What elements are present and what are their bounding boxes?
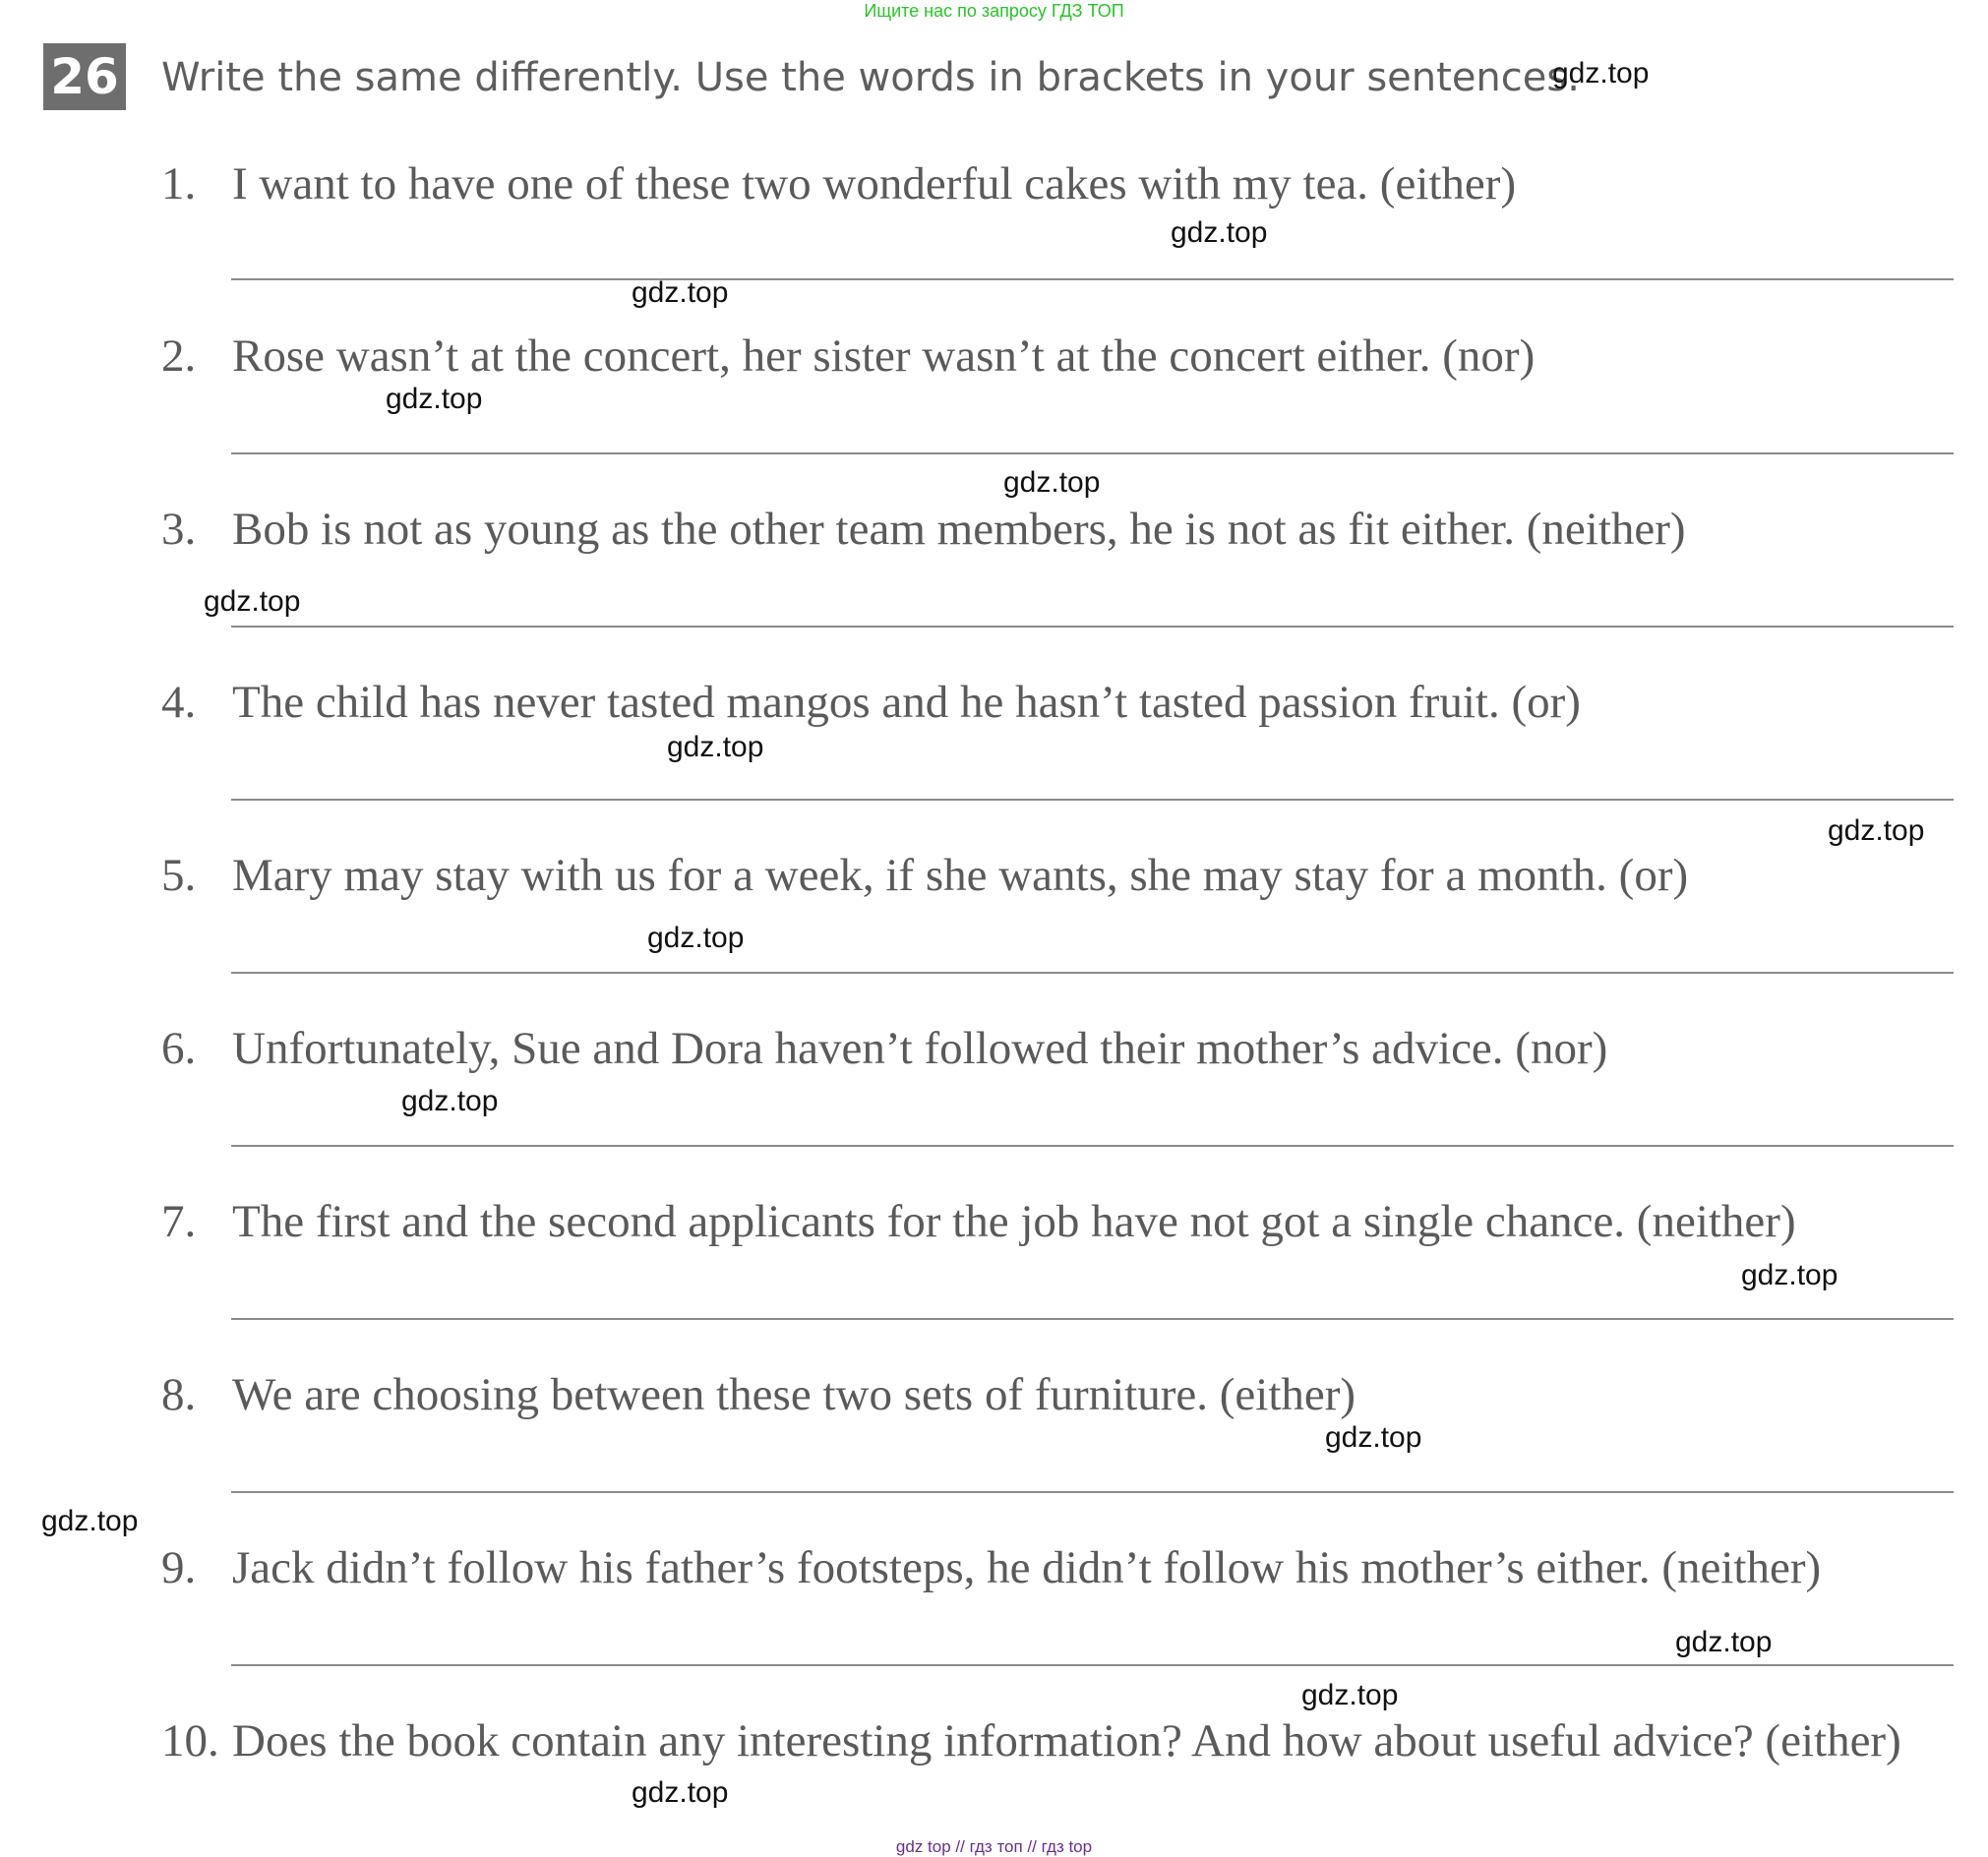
exercise-instruction: Write the same differently. Use the words in brackets in your sentences. — [161, 55, 1580, 100]
watermark: gdz.top — [647, 922, 745, 954]
answer-line-8[interactable] — [231, 1491, 1954, 1493]
item-number: 10. — [161, 1715, 219, 1767]
item-number: 8. — [161, 1369, 197, 1420]
item-text: The child has never tasted mangos and he hasn’t tasted passion fruit. (or) — [232, 677, 1581, 728]
watermark: gdz.top — [1301, 1679, 1399, 1711]
watermark: gdz.top — [386, 383, 483, 415]
item-number: 3. — [161, 504, 197, 555]
watermark: gdz.top — [401, 1085, 499, 1117]
answer-line-7[interactable] — [231, 1318, 1954, 1320]
watermark: gdz.top — [1171, 216, 1268, 249]
item-text: Rose wasn’t at the concert, her sister wasn’t at the concert either. (nor) — [232, 330, 1536, 382]
watermark: gdz.top — [41, 1505, 139, 1537]
watermark: gdz.top — [1552, 57, 1650, 90]
item-text: Mary may stay with us for a week, if she wants, she may stay for a month. (or) — [232, 850, 1689, 901]
watermark: gdz.top — [1828, 814, 1925, 847]
answer-line-1[interactable] — [231, 278, 1954, 280]
watermark: gdz.top — [1003, 466, 1101, 499]
item-text: The first and the second applicants for the job have not got a single chance. (neither) — [232, 1196, 1796, 1247]
watermark: gdz.top — [632, 1776, 729, 1809]
top-banner: Ищите нас по запросу ГДЗ ТОП — [864, 1, 1124, 21]
item-text: Jack didn’t follow his father’s footsteps, he didn’t follow his mother’s either. (neither) — [232, 1542, 1822, 1593]
answer-line-5[interactable] — [231, 972, 1954, 974]
watermark: gdz.top — [632, 276, 729, 309]
answer-line-4[interactable] — [231, 799, 1954, 801]
answer-line-3[interactable] — [231, 626, 1954, 628]
watermark: gdz.top — [1675, 1626, 1773, 1658]
item-text: I want to have one of these two wonderful cakes with my tea. (either) — [232, 158, 1517, 210]
exercise-number-badge: 26 — [43, 43, 126, 110]
watermark: gdz.top — [667, 731, 764, 763]
item-number: 7. — [161, 1196, 197, 1247]
item-text: Does the book contain any interesting information? And how about useful advice? (either) — [232, 1715, 1901, 1767]
footer: gdz top // гдз топ // гдз top — [895, 1837, 1093, 1856]
item-text: Unfortunately, Sue and Dora haven’t followed their mother’s advice. (nor) — [232, 1023, 1608, 1074]
item-text: Bob is not as young as the other team members, he is not as fit either. (neither) — [232, 504, 1686, 555]
item-number: 4. — [161, 677, 197, 728]
watermark: gdz.top — [1325, 1421, 1422, 1454]
item-number: 6. — [161, 1023, 197, 1074]
watermark: gdz.top — [1741, 1259, 1838, 1291]
answer-line-9[interactable] — [231, 1664, 1954, 1666]
answer-line-2[interactable] — [231, 452, 1954, 454]
item-number: 9. — [161, 1542, 197, 1593]
item-number: 5. — [161, 850, 197, 901]
item-number: 1. — [161, 158, 197, 210]
item-text: We are choosing between these two sets of furniture. (either) — [232, 1369, 1356, 1420]
watermark: gdz.top — [204, 585, 301, 618]
item-number: 2. — [161, 330, 197, 382]
answer-line-6[interactable] — [231, 1145, 1954, 1147]
